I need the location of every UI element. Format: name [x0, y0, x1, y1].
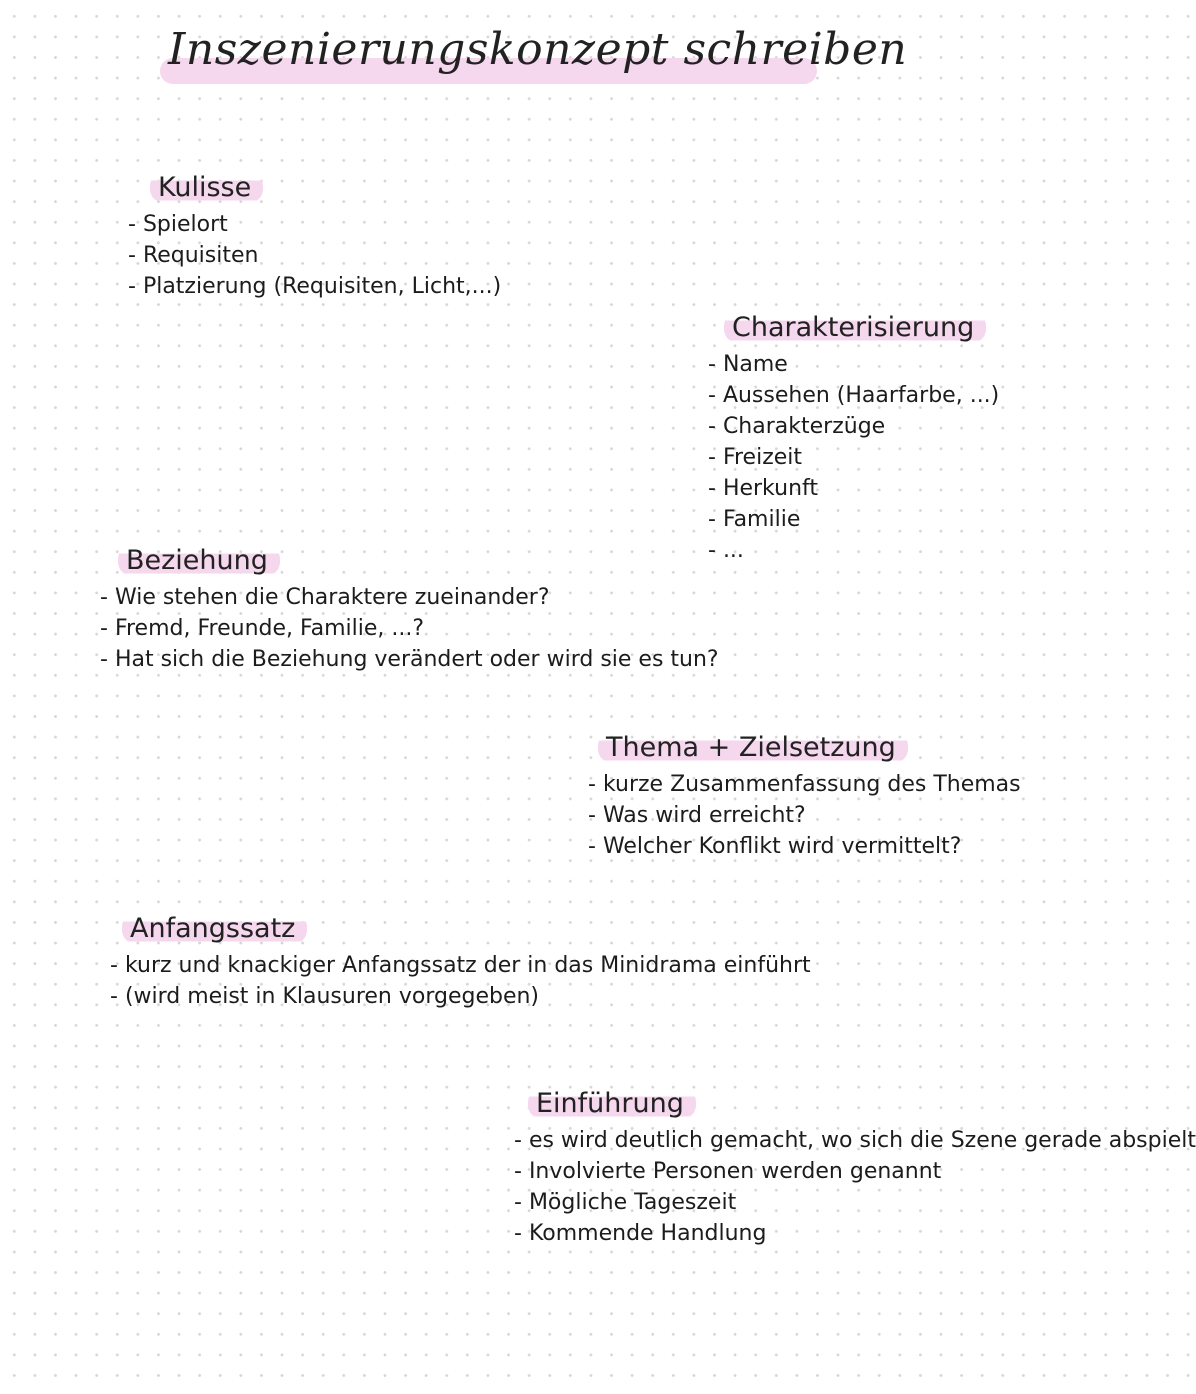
list-item: - Involvierte Personen werden genannt [514, 1156, 1058, 1187]
section-anfangssatz [122, 913, 811, 1012]
list-item: - es wird deutlich gemacht, wo sich die Szene gerade abspielt [514, 1125, 1058, 1156]
charakterisierung-list [708, 349, 999, 566]
list-item: - ... [708, 535, 999, 566]
thema-list [588, 769, 1021, 862]
list-item: - kurz und knackiger Anfangssatz der in das Minidrama einführt [110, 950, 642, 981]
list-item: - Wie stehen die Charaktere zueinander? [100, 582, 648, 613]
heading-anfangssatz: Anfangssatz [122, 913, 307, 944]
list-item: - Fremd, Freunde, Familie, ...? [100, 613, 648, 644]
list-item: - Mögliche Tageszeit [514, 1187, 1058, 1218]
list-item: - Herkunft [708, 473, 999, 504]
list-item: - Familie [708, 504, 999, 535]
einfuehrung-list [514, 1125, 1196, 1249]
list-item: - Requisiten [128, 240, 501, 271]
list-item: - Freizeit [708, 442, 999, 473]
anfangssatz-list [110, 950, 811, 1012]
section-beziehung [114, 545, 719, 675]
list-item: - Aussehen (Haarfarbe, ...) [708, 380, 999, 411]
section-kulisse [142, 172, 502, 302]
heading-charakterisierung: Charakterisierung [724, 312, 986, 343]
heading-thema: Thema + Zielsetzung [598, 732, 908, 763]
list-item: - (wird meist in Klausuren vorgegeben) [110, 981, 642, 1012]
list-item: - Charakterzüge [708, 411, 999, 442]
list-item: - Welcher Konflikt wird vermittelt? [588, 831, 1021, 862]
heading-kulisse: Kulisse [150, 172, 263, 203]
kulisse-list [128, 209, 501, 302]
section-charakterisierung [724, 312, 999, 566]
section-thema [598, 732, 1021, 862]
heading-einfuehrung: Einführung [528, 1088, 696, 1119]
page-title [168, 24, 907, 75]
list-item: - Platzierung (Requisiten, Licht,...) [128, 271, 501, 302]
section-einfuehrung [528, 1088, 1196, 1249]
list-item: - kurze Zusammenfassung des Themas [588, 769, 1021, 800]
beziehung-list [100, 582, 719, 675]
list-item: - Name [708, 349, 999, 380]
heading-beziehung: Beziehung [118, 545, 280, 576]
list-item: - Spielort [128, 209, 501, 240]
list-item: - Hat sich die Beziehung verändert oder wird sie es tun? [100, 644, 648, 675]
list-item: - Was wird erreicht? [588, 800, 1021, 831]
page-title-text: Inszenierungskonzept schreiben [168, 24, 908, 75]
list-item: - Kommende Handlung [514, 1218, 1058, 1249]
